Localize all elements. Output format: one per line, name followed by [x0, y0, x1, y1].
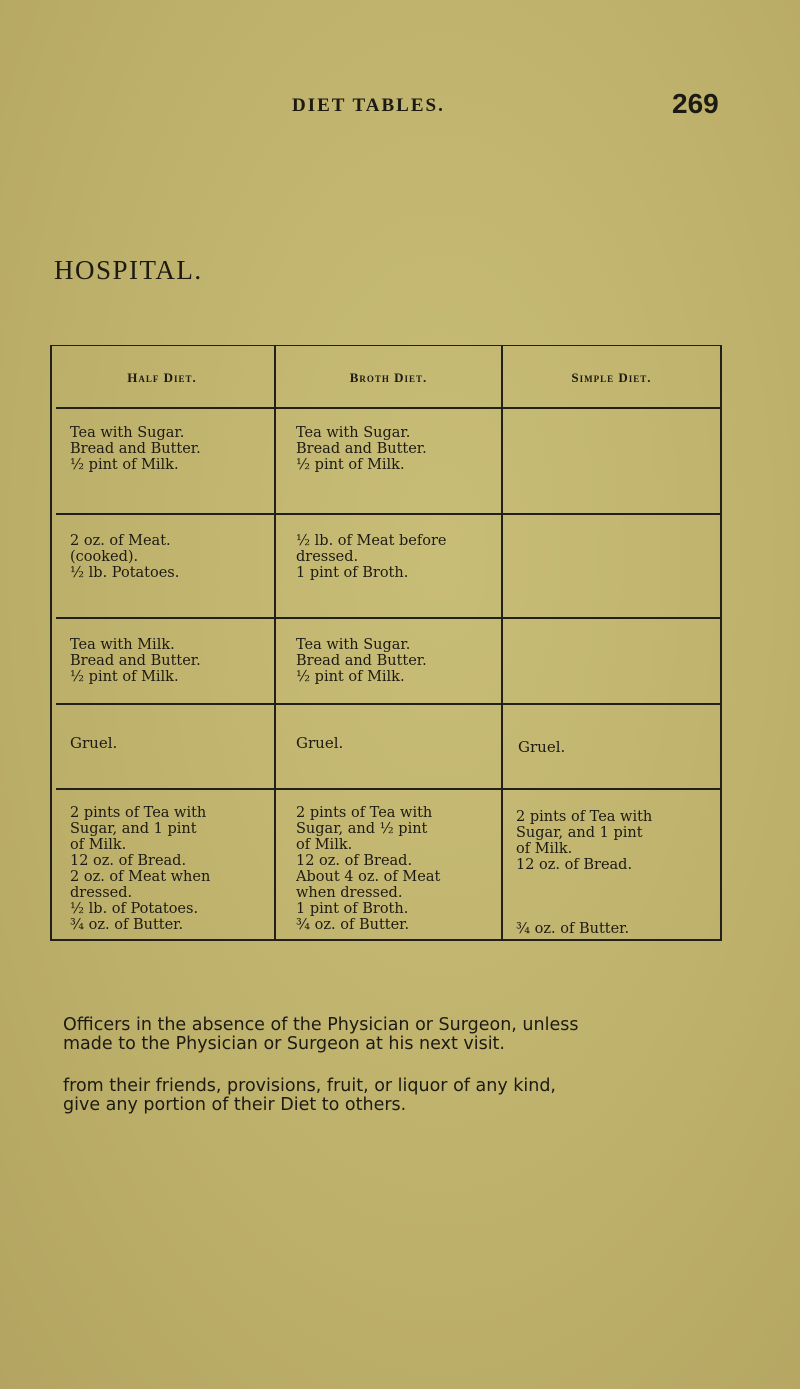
table-cell: 2 pints of Tea with Sugar, and ½ pint of Milk. 12 oz. of Bread. About 4 oz. of Meat when dressed. 1 pint of Broth. ¾ oz. of Butter. — [296, 805, 441, 933]
table-cell: Tea with Milk. Bread and Butter. ½ pint of Milk. — [70, 637, 201, 685]
diet-table — [50, 345, 722, 941]
table-cell: Tea with Sugar. Bread and Butter. ½ pint of Milk. — [70, 425, 201, 473]
table-rule — [56, 407, 720, 409]
table-rule — [274, 345, 276, 941]
table-rule — [56, 788, 720, 790]
table-cell: 2 pints of Tea with Sugar, and 1 pint of Milk. 12 oz. of Bread. 2 oz. of Meat when dressed. ½ lb. of Potatoes. ¾ oz. of Butter. — [70, 805, 211, 933]
table-rule — [501, 345, 503, 941]
table-cell: Tea with Sugar. Bread and Butter. ½ pint of Milk. — [296, 425, 427, 473]
table-cell: Gruel. — [296, 734, 344, 752]
footer-line: from their friends, provisions, fruit, or liquor of any kind, — [63, 1076, 556, 1096]
table-cell: Tea with Sugar. Bread and Butter. ½ pint of Milk. — [296, 637, 427, 685]
running-title: DIET TABLES. — [292, 95, 445, 116]
table-cell: 2 pints of Tea with Sugar, and 1 pint of Milk. 12 oz. of Bread. ¾ oz. of Butter. — [516, 809, 653, 937]
table-rule — [56, 513, 720, 515]
table-rule — [720, 345, 722, 941]
section-title: HOSPITAL. — [54, 255, 203, 285]
table-rule — [56, 703, 720, 705]
table-rule — [50, 345, 722, 346]
column-header-simple-diet: Simple Diet. — [571, 370, 652, 385]
column-header-broth-diet: Broth Diet. — [349, 370, 428, 385]
page-number: 269 — [672, 88, 719, 119]
footer-line: Officers in the absence of the Physician or Surgeon, unless — [63, 1015, 579, 1035]
footer-line: give any portion of their Diet to others. — [63, 1095, 407, 1115]
table-rule — [56, 617, 720, 619]
table-rule — [50, 345, 52, 941]
table-cell: ½ lb. of Meat before dressed. 1 pint of Broth. — [296, 533, 447, 581]
table-cell: 2 oz. of Meat. (cooked). ½ lb. Potatoes. — [70, 533, 180, 581]
table-cell: Gruel. — [518, 738, 566, 756]
column-header-half-diet: Half Diet. — [127, 370, 197, 385]
footer-line: made to the Physician or Surgeon at his next visit. — [63, 1034, 505, 1054]
table-cell: Gruel. — [70, 734, 118, 752]
table-rule — [50, 939, 722, 941]
